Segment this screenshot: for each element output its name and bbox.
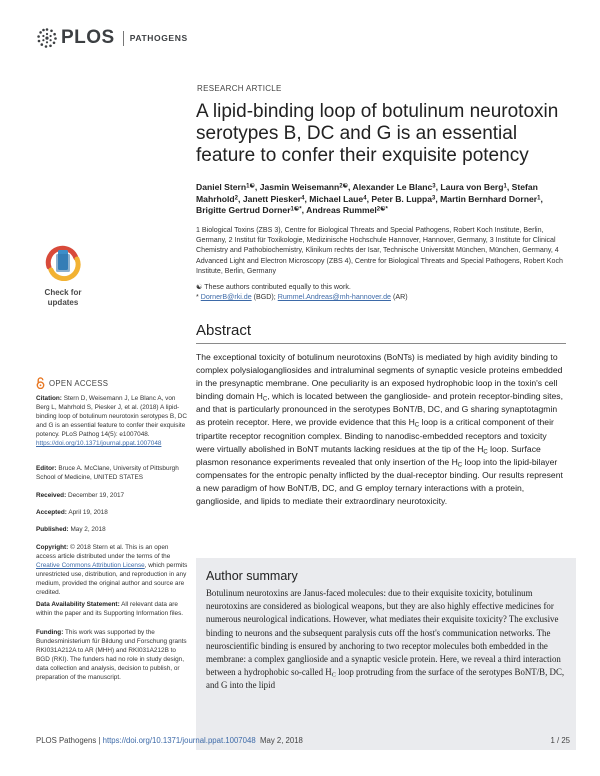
accepted-label: Accepted: bbox=[36, 509, 67, 516]
author-affiliation-marker: 1☯ bbox=[246, 183, 255, 190]
author-separator: , bbox=[366, 193, 372, 204]
citation-doi-link[interactable]: https://doi.org/10.1371/journal.ppat.1007048 bbox=[36, 440, 162, 448]
published-date: May 2, 2018 bbox=[70, 526, 106, 533]
abstract-text-4: loop. Surface plasmon resonance experiments revealed that only insertion of the H bbox=[196, 443, 541, 467]
abstract-text-1: The exceptional toxicity of botulinum neurotoxins (BoNTs) is mediated by high avidity binding to complex polysialogangliosides and intraluminal segments of synaptic vesicle proteins embedded in the presynaptic membrane. One peculiarity is an exposed hydrophobic loop in the toxin's cell binding domain H bbox=[196, 352, 563, 402]
article-title: A lipid-binding loop of botulinum neurotoxin serotypes B, DC and G is an essential feature to confer their exquisite potency bbox=[196, 101, 559, 166]
footer-left bbox=[36, 736, 303, 745]
published-label: Published: bbox=[36, 526, 69, 533]
author-name: Stefan Mahrhold bbox=[196, 182, 538, 204]
data-availability-label: Data Availability Statement: bbox=[36, 601, 120, 608]
equal-contribution-note: ☯ These authors contributed equally to this work. bbox=[196, 283, 351, 291]
editor-label: Editor: bbox=[36, 465, 57, 472]
author-affiliation-marker: 3 bbox=[432, 183, 436, 190]
received-block bbox=[36, 491, 188, 500]
author-name: Martin Bernhard Dorner bbox=[440, 193, 538, 204]
subscript-c: C bbox=[414, 422, 420, 429]
footer-doi-link[interactable]: https://doi.org/10.1371/journal.ppat.1007048 bbox=[102, 736, 256, 745]
author-summary-body bbox=[206, 587, 568, 693]
author-notes bbox=[196, 282, 566, 302]
author-name: Michael Laue bbox=[309, 193, 364, 204]
citation-label: Citation: bbox=[36, 395, 62, 402]
author-name: Alexander Le Blanc bbox=[352, 182, 433, 192]
correspondence bbox=[196, 292, 566, 302]
funding-label: Funding: bbox=[36, 629, 64, 636]
copyright-block bbox=[36, 543, 188, 598]
author-separator: , bbox=[238, 193, 243, 204]
open-access-lock-icon bbox=[36, 377, 45, 389]
check-for-updates-line2: updates bbox=[47, 297, 79, 307]
footer-date: May 2, 2018 bbox=[255, 736, 303, 745]
abstract-divider bbox=[196, 343, 566, 344]
article-type: RESEARCH ARTICLE bbox=[197, 84, 282, 93]
author-separator: , bbox=[254, 182, 260, 192]
journal-logo[interactable] bbox=[36, 27, 188, 49]
funding-text: This work was supported by the Bundesministerium für Bildung und Forschung grants RKI031A212A to AR (MHH) and RKI031A212B to BGD (RKI). The funders had no role in study design, data collection and analysis, decision to publish, or preparation of the manuscript. bbox=[36, 629, 187, 682]
page-footer bbox=[36, 736, 570, 745]
author-name: Andreas Rummel bbox=[306, 205, 377, 216]
author-separator: , bbox=[301, 205, 307, 216]
author-affiliation-marker: 4 bbox=[301, 195, 305, 202]
author-separator: , bbox=[506, 182, 512, 192]
subscript-c: C bbox=[262, 396, 268, 403]
author-separator: , bbox=[435, 182, 441, 192]
email-suffix-2: (AR) bbox=[391, 293, 408, 301]
data-availability-text: All relevant data are within the paper and its Supporting Information files. bbox=[36, 601, 184, 618]
author-summary-text-2: loop protruding from the surface of the serotypes BoNT/B, DC, and G into the lipid bbox=[206, 667, 565, 691]
author-separator: , bbox=[540, 193, 543, 204]
journal-name: PATHOGENS bbox=[129, 33, 188, 43]
author-separator: , bbox=[348, 182, 353, 192]
open-access-label: OPEN ACCESS bbox=[49, 378, 109, 388]
plos-logo-icon bbox=[36, 27, 58, 49]
author-affiliation-marker: 2☯ bbox=[339, 183, 349, 190]
page-number: 1 / 25 bbox=[550, 736, 570, 745]
copyright-text-2: , which permits unrestricted use, distribution, and reproduction in any medium, provided the original author and source are credited. bbox=[36, 562, 188, 597]
abstract-text-2: , which is located between the ganglioside- and protein receptor-binding sites, and that is particularly pronounced in the serotypes BoNT/B, DC, and G sharing synaptotagmin as protein receptor. Here, we provide evidence that this H bbox=[196, 391, 563, 428]
open-access-badge bbox=[36, 377, 108, 389]
author-name: Brigitte Gertrud Dorner bbox=[196, 205, 291, 216]
author-summary-text-1: Botulinum neurotoxins are Janus-faced molecules: due to their exquisite toxicity, botulinum neurotoxins are considered as biological weapons, but they are also highly effective medicines for numerous neurological indications. However, what mediates their exquisite toxicity? The exclusive binding to neurons and the subsequent paralysis cuts off the host's communication networks. The neuroscientific binding is ensured by anchoring to two receptor molecules both embedded in the membrane: a complex ganglioside and a synaptic vesicle protein. Here, we reveal a third interaction between a hydrophobic so-called H bbox=[206, 588, 561, 678]
copyright-text-1: © 2018 Stern et al. This is an open access article distributed under the terms of the bbox=[36, 544, 171, 561]
author-affiliation-marker: 3 bbox=[432, 195, 436, 202]
citation-block bbox=[36, 394, 188, 449]
author-separator: , bbox=[304, 193, 310, 204]
author-separator: , bbox=[435, 193, 441, 204]
author-name: Peter B. Luppa bbox=[371, 193, 432, 204]
affiliations: 1 Biological Toxins (ZBS 3), Centre for Biological Threats and Special Pathogens, Robert Koch Institute, Berlin, Germany, 2 Institut für Toxikologie, Medizinische Hochschule Hannover, Hannover, Germany, 3 Institute for Clinical Chemistry and Pathobiochemistry, Klinikum rechts der Isar, Technische Universität München, München, Germany, 4 Advanced Light and Electron Microscopy (ZBS 4), Centre for Biological Threats and Special Pathogens, Robert Koch Institute, Berlin, Germany bbox=[196, 226, 563, 275]
accepted-date: April 19, 2018 bbox=[68, 509, 108, 516]
check-for-updates-line1: Check for bbox=[44, 288, 82, 297]
received-date: December 19, 2017 bbox=[67, 492, 125, 499]
author-affiliation-marker: 1 bbox=[537, 195, 541, 202]
funding-block bbox=[36, 628, 188, 683]
author-affiliation-marker: 2 bbox=[234, 195, 239, 202]
correspondence-star: * bbox=[196, 293, 201, 301]
footer-journal: PLOS Pathogens bbox=[36, 736, 97, 745]
author-list bbox=[196, 182, 568, 217]
editor-text: Bruce A. McClane, University of Pittsburgh School of Medicine, UNITED STATES bbox=[36, 465, 179, 482]
published-block bbox=[36, 525, 188, 534]
citation-text: Stern D, Weisemann J, Le Blanc A, von Berg L, Mahrhold S, Piesker J, et al. (2018) A lipid-binding loop of botulinum neurotoxin serotypes B, DC and G is an essential feature to confer their exquisite potency. PLoS Pathog 14(5): e1007048. bbox=[36, 395, 187, 439]
subscript-c: C bbox=[457, 462, 463, 469]
editor-block bbox=[36, 464, 188, 482]
accepted-block bbox=[36, 508, 188, 517]
author-name: Janett Piesker bbox=[242, 193, 302, 204]
author-summary-heading: Author summary bbox=[206, 569, 298, 583]
data-availability-block bbox=[36, 600, 188, 618]
author-affiliation-marker: 2☯* bbox=[376, 206, 388, 213]
received-label: Received: bbox=[36, 492, 67, 499]
author-name: Daniel Stern bbox=[196, 182, 247, 192]
subscript-c: C bbox=[331, 671, 336, 679]
author-affiliation-marker: 1 bbox=[503, 183, 507, 190]
author-name: Laura von Berg bbox=[440, 182, 504, 192]
abstract-body bbox=[196, 351, 566, 508]
logo-divider bbox=[123, 31, 124, 46]
check-for-updates-icon bbox=[42, 245, 84, 281]
copyright-label: Copyright: bbox=[36, 544, 69, 551]
email-link-rummel[interactable]: Rummel.Andreas@mh-hannover.de bbox=[277, 293, 391, 301]
author-affiliation-marker: 1☯* bbox=[290, 206, 302, 213]
email-suffix-1: (BGD); bbox=[251, 293, 278, 301]
logo-text: PLOS bbox=[61, 27, 115, 48]
author-name: Jasmin Weisemann bbox=[259, 182, 340, 192]
author-affiliation-marker: 4 bbox=[363, 195, 367, 202]
abstract-text-5: loop into the lipid-bilayer compensates for the entropic penalty inflicted by the dual-receptor binding. Our results represent a new paradigm of how BoNT/B, DC, and G employ ternary interactions with a protein, ganglioside, and lipids to mediate their extraordinary neurotoxicity. bbox=[196, 456, 563, 507]
email-link-dorner[interactable]: DornerB@rki.de bbox=[200, 293, 252, 301]
abstract-text-3: loop is a critical component of their tripartite receptor recognition complex. Binding to nanodisc-embedded receptors and toxicity were virtually abolished in BoNT mutants lacking residues at the tip of the H bbox=[196, 417, 554, 454]
abstract-heading: Abstract bbox=[196, 322, 252, 339]
license-link[interactable]: Creative Commons Attribution License bbox=[36, 562, 145, 570]
footer-separator: | bbox=[96, 736, 103, 745]
check-for-updates-badge[interactable] bbox=[38, 245, 88, 307]
subscript-c: C bbox=[483, 449, 488, 456]
